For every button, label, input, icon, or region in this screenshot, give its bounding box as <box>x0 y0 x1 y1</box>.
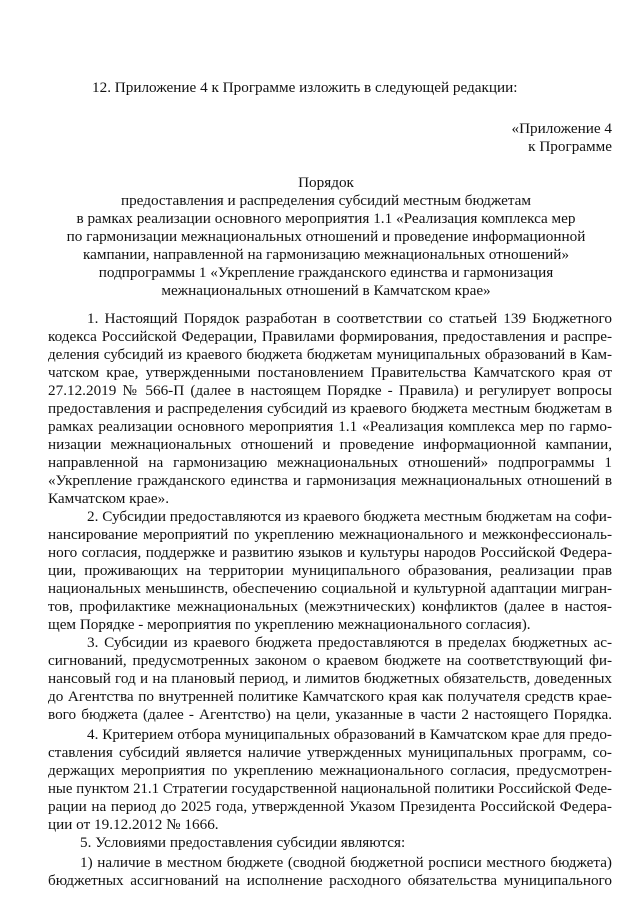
paragraph-5-line: 5. Условиями предоставления субсидии являются: <box>80 834 406 851</box>
paragraph-1-line: 27.12.2019 № 566-П (далее в настоящем Порядке - Правила) и регулирует вопросы <box>48 382 612 399</box>
subtitle-line: предоставления и распределения субсидий местным бюджетам <box>120 192 532 209</box>
paragraph-1-line: 1. Настоящий Порядок разработан в соответствии со статьей 139 Бюджетного <box>87 310 612 327</box>
paragraph-4-line: ставления субсидий является наличие утвержденных муниципальных программ, со- <box>48 744 612 761</box>
appendix-ref-line-1: «Приложение 4 <box>511 120 612 137</box>
document-title: Порядок <box>298 174 354 191</box>
paragraph-5-1-line: 1) наличие в местном бюджете (сводной бюджетной росписи местного бюджета) <box>80 854 612 871</box>
paragraph-1-line: деления субсидий из краевого бюджета бюджетам муниципальных образований в Кам- <box>48 347 612 363</box>
paragraph-2-line: ции, проживающих на территории муниципального образования, реализации прав <box>48 562 612 579</box>
paragraph-1-line: направленной на гармонизацию межнациональных отношений» подпрограммы 1 <box>48 454 612 471</box>
paragraph-1-line: рамках реализации основного мероприятия 1.1 «Реализация комплекса мер по гармо- <box>48 418 612 435</box>
subtitle-line: межнациональных отношений в Камчатском крае» <box>161 282 491 299</box>
paragraph-3-line: нансовый год и на плановый период, и лимитов бюджетных обязательств, доведенных <box>48 670 612 687</box>
paragraph-1-line: чатском крае, утвержденными постановлением Правительства Камчатского края от <box>48 364 612 381</box>
subtitle-line: по гармонизации межнациональных отношений и проведение информационной <box>66 228 586 245</box>
intro-line: 12. Приложение 4 к Программе изложить в следующей редакции: <box>92 79 518 96</box>
paragraph-2-line: щем Порядке - мероприятия по укреплению межнационального согласия). <box>48 616 531 633</box>
subtitle-line: в рамках реализации основного мероприятия 1.1 «Реализация комплекса мер <box>76 210 576 227</box>
paragraph-1-line: кодекса Российской Федерации, Правилами формирования, предоставления и распре- <box>48 328 612 345</box>
paragraph-2-line: 2. Субсидии предоставляются из краевого бюджета местным бюджетам на софи- <box>87 508 612 525</box>
paragraph-3-line: сигнований, предусмотренных законом о краевом бюджете на соответствующий фи- <box>48 652 612 669</box>
paragraph-3-line: 3. Субсидии из краевого бюджета предоставляются в пределах бюджетных ас- <box>87 634 612 651</box>
paragraph-5-1-line: бюджетных ассигнований на исполнение расходного обязательства муниципального <box>48 872 612 889</box>
paragraph-1-line: Камчатском крае». <box>48 490 169 507</box>
paragraph-2-line: ного согласия, поддержке и развитию языков и культуры народов Российской Федера- <box>48 544 612 561</box>
paragraph-4-line: 4. Критерием отбора муниципальных образований в Камчатском крае для предо- <box>87 726 612 743</box>
paragraph-3-line: до Агентства по внутренней политике Камчатского края как получателя средств крае- <box>48 688 612 705</box>
paragraph-1-line: «Укрепление гражданского единства и гармонизация межнациональных отношений в <box>48 472 612 489</box>
appendix-ref-line-2: к Программе <box>528 138 612 155</box>
subtitle-line: кампании, направленной на гармонизацию межнациональных отношений» <box>82 246 570 263</box>
paragraph-2-line: тов, профилактике межнациональных (межэтнических) конфликтов (далее в настоя- <box>48 598 612 615</box>
paragraph-3-line: вого бюджета (далее - Агентство) на цели, указанные в части 2 настоящего Порядка. <box>48 706 612 723</box>
paragraph-2-line: национальных меньшинств, обеспечению социальной и культурной адаптации мигран- <box>48 581 612 597</box>
paragraph-1-line: низации межнациональных отношений и проведение информационной кампании, <box>48 436 612 453</box>
paragraph-4-line: рации на период до 2025 года, утвержденной Указом Президента Российской Федера- <box>48 798 612 815</box>
paragraph-4-line: ные пунктом 21.1 Стратегии государственной национальной политики Российской Феде- <box>48 781 612 797</box>
paragraph-2-line: нансирование мероприятий по укреплению межнационального и межконфессиональ- <box>48 526 612 543</box>
paragraph-4-line: ции от 19.12.2012 № 1666. <box>48 816 219 833</box>
paragraph-4-line: держащих мероприятия по укреплению межнационального согласия, предусмотрен- <box>48 762 612 779</box>
paragraph-1-line: предоставления и распределения субсидий из краевого бюджета местным бюджетам в <box>48 400 612 417</box>
subtitle-line: подпрограммы 1 «Укрепление гражданского единства и гармонизация <box>98 264 554 281</box>
